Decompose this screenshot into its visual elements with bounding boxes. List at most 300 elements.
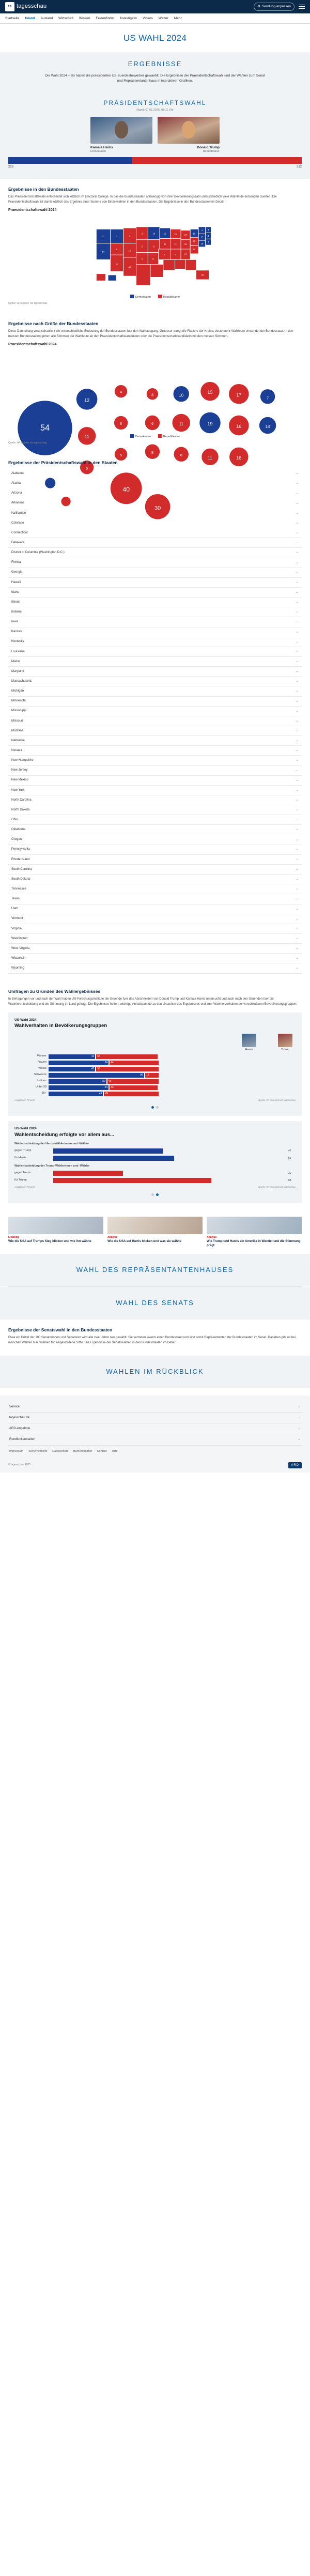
state-name: Missouri: [11, 719, 23, 723]
nav-item-0[interactable]: Startseite: [5, 17, 20, 20]
state-name: Oregon: [11, 838, 22, 841]
state-name: Virginia: [11, 927, 22, 930]
footer-section-0[interactable]: Service ⌄: [8, 1402, 302, 1413]
logo-text: tagesschau: [17, 3, 47, 10]
nav-item-4[interactable]: Wissen: [79, 17, 90, 20]
state-name: Texas: [11, 897, 20, 901]
candidate-row: [8, 117, 302, 154]
chevron-down-icon: ⌄: [296, 481, 299, 485]
state-name: South Carolina: [11, 867, 32, 871]
teaser-0[interactable]: [8, 1217, 103, 1248]
state-name: North Carolina: [11, 798, 32, 802]
svg-text:6: 6: [151, 421, 153, 426]
svg-text:3: 3: [141, 232, 143, 235]
state-row[interactable]: [8, 667, 302, 677]
results-intro: [0, 52, 310, 94]
nav-item-2[interactable]: Ausland: [40, 17, 53, 20]
svg-text:6: 6: [141, 257, 143, 260]
chart-dot-2[interactable]: [156, 1106, 159, 1109]
candidate-trump: [158, 117, 220, 154]
settings-pill[interactable]: [254, 3, 295, 10]
states-accordion: [8, 468, 302, 973]
state-row[interactable]: [8, 795, 302, 805]
teaser-1-thumb: [107, 1217, 203, 1234]
copyright: © tagesschau 2025: [8, 1463, 31, 1467]
state-name: South Dakota: [11, 877, 30, 881]
chart2-value: 52: [288, 1156, 291, 1160]
footer-links: [8, 1446, 302, 1458]
page-title: US WAHL 2024: [123, 33, 187, 43]
state-name: Arizona: [11, 492, 22, 495]
svg-text:4: 4: [116, 235, 118, 238]
state-row[interactable]: [8, 726, 302, 736]
chevron-down-icon: ⌄: [296, 541, 299, 545]
chart2-row: [14, 1156, 296, 1161]
president-heading: PRÄSIDENTSCHAFTSWAHL: [103, 99, 207, 106]
state-name: Kentucky: [11, 640, 24, 643]
state-name: Hawaii: [11, 580, 21, 584]
nav-item-9[interactable]: Mehr: [174, 17, 182, 20]
chevron-down-icon: ⌄: [296, 857, 299, 861]
chevron-down-icon: ⌄: [296, 867, 299, 871]
chevron-down-icon: ⌄: [296, 916, 299, 921]
state-row[interactable]: [8, 855, 302, 865]
chevron-down-icon: ⌄: [296, 748, 299, 753]
chevron-down-icon: ⌄: [296, 926, 299, 930]
chart1-legend-trump: Trump: [275, 1034, 296, 1052]
nav-item-5[interactable]: Faktenfinder: [96, 17, 115, 20]
chevron-down-icon: ⌄: [296, 709, 299, 713]
chart1-bar-trump: 44: [110, 1061, 159, 1065]
state-name: Mississippi: [11, 709, 27, 713]
footer-link[interactable]: Impressum: [9, 1449, 24, 1453]
us-map-svg: [8, 215, 302, 293]
state-row[interactable]: [8, 746, 302, 756]
svg-text:11: 11: [84, 434, 89, 439]
legend-rep: Republikaner: [158, 295, 180, 300]
state-name: Wyoming: [11, 967, 24, 970]
state-name: District of Columbia (Washington D.C.): [11, 551, 65, 555]
chevron-down-icon: ⌄: [296, 679, 299, 683]
state-row[interactable]: [8, 548, 302, 558]
chart1-row: [14, 1054, 296, 1059]
state-row[interactable]: [8, 538, 302, 548]
polls-heading: Umfragen zu Gründen des Wahlergebnisses: [8, 988, 101, 994]
states-heading: Ergebnisse der Präsidentschaftswahl in den Staaten: [8, 460, 118, 466]
chevron-down-icon: ⌄: [296, 788, 299, 792]
svg-text:16: 16: [236, 423, 242, 429]
chart1-bar-harris: 86: [49, 1073, 144, 1078]
chart1-kicker: US-Wahl 2024: [14, 1018, 37, 1022]
state-row[interactable]: [8, 786, 302, 795]
svg-text:10: 10: [128, 249, 131, 252]
state-row[interactable]: [8, 954, 302, 963]
state-row[interactable]: [8, 756, 302, 765]
bubble-legend-dem: Demokraten: [130, 434, 151, 439]
us-map[interactable]: [8, 215, 302, 293]
senate-states-heading: Ergebnisse der Senatswahl in den Bundesstaaten: [8, 1327, 113, 1333]
state-row[interactable]: [8, 845, 302, 855]
chevron-down-icon: ⌄: [296, 966, 299, 970]
svg-text:6: 6: [120, 421, 122, 426]
state-row[interactable]: [8, 815, 302, 825]
chart1-bar-harris: 42: [49, 1067, 95, 1071]
chart2-row-label: für Harris: [14, 1156, 26, 1160]
chevron-down-icon: ⌄: [296, 699, 299, 703]
chart1-title: Wahlverhalten in Bevölkerungsgruppen: [14, 1023, 107, 1029]
chevron-down-icon: ⌄: [296, 946, 299, 950]
chart2-row-label: gegen Harris: [14, 1171, 31, 1175]
teaser-1-kicker: Analyse: [107, 1235, 118, 1239]
chevron-down-icon: ⌄: [296, 649, 299, 653]
state-name: Maine: [11, 660, 20, 663]
chevron-down-icon: ⌄: [296, 877, 299, 881]
bubble-heading: Ergebnisse nach Größe der Bundesstaaten: [8, 320, 99, 326]
state-name: New Hampshire: [11, 759, 34, 762]
svg-text:4: 4: [120, 390, 122, 395]
state-row[interactable]: [8, 914, 302, 924]
chevron-down-icon: ⌄: [296, 768, 299, 772]
teaser-0-title: Wie die USA auf Trumps Sieg blicken und wie ihn wählte: [8, 1240, 91, 1244]
state-row[interactable]: [8, 627, 302, 637]
chevron-down-icon: ⌄: [298, 1404, 301, 1408]
state-name: New York: [11, 788, 25, 792]
svg-text:16: 16: [184, 243, 187, 246]
state-row[interactable]: [8, 825, 302, 835]
teaser-2[interactable]: [207, 1217, 302, 1248]
svg-text:4: 4: [208, 240, 209, 243]
header-actions: [254, 3, 305, 10]
electoral-bar-rep: [132, 157, 302, 164]
chevron-down-icon: ⌄: [296, 739, 299, 743]
svg-text:7: 7: [201, 236, 203, 239]
chart1-bar-harris: 42: [49, 1054, 95, 1059]
chart1-bar-harris: 54: [49, 1085, 109, 1090]
nav-item-3[interactable]: Wirtschaft: [58, 17, 74, 20]
chevron-down-icon: ⌄: [296, 936, 299, 940]
state-row[interactable]: [8, 707, 302, 716]
teaser-2-thumb: [207, 1217, 302, 1234]
senate-states-text: Etwa ein Drittel der 100 Senatorinnen und Senatoren wird alle zwei Jahre neu gewählt. Sie vertreten jeweils einen Bundesstaat und sind somit Repräsentanten der Bundesstaaten im Senat. Daneben gibt es bei manchen Wahlen Nachwahlen für freigewordene Sitze. Die Ergebnisse der Senatswahlen in den Bundesstaaten im Detail:: [8, 1336, 296, 1345]
state-row[interactable]: [8, 637, 302, 647]
chart-dot-1[interactable]: [151, 1106, 154, 1109]
bubble-text: Diese Darstellung veranschaulicht die unterschiedliche Bedeutung der Bundesstaaten fuer den Wahlausgang. Groesser traegt die Flaeche der Kreise, desto mehr Wahlleute entsendet der Bundesstaat. In den meisten Bundesstaaten gehen alle Stimmen der Wahlleute an den Praesidentschaftskandidaten oder die Praesidentschaftskandidatin mit den meisten Stimmen.: [8, 329, 293, 338]
chevron-down-icon: ⌄: [296, 610, 299, 614]
svg-text:3: 3: [208, 228, 209, 232]
map-legend: [8, 295, 302, 300]
trump-thumb: [278, 1034, 292, 1047]
chevron-down-icon: ⌄: [296, 907, 299, 911]
candidate-trump-name: Donald Trump: [197, 146, 220, 150]
nav-item-6[interactable]: Investigativ: [120, 17, 137, 20]
nav-item-1[interactable]: Inland: [25, 17, 35, 20]
chart2-group-label: Wahlentscheidung der Harris-Wählerinnen und -Wähler: [14, 1142, 89, 1146]
chart1-bar-trump: 49: [104, 1092, 158, 1096]
state-name: Wisconsin: [11, 956, 26, 960]
footer-section-3[interactable]: Rundfunkanstalten ⌄: [8, 1434, 302, 1445]
chart1-row: [14, 1092, 296, 1096]
president-section: [0, 94, 310, 179]
state-row[interactable]: [8, 657, 302, 667]
state-row[interactable]: [8, 776, 302, 786]
footer-link[interactable]: Barrierefreiheit: [73, 1449, 92, 1453]
state-name: Nevada: [11, 749, 22, 752]
electoral-bar-dem: [8, 157, 132, 164]
chart2-footnote: Angaben in Prozent Quelle: AP VoteCast via tagesschau: [14, 1186, 296, 1189]
state-row[interactable]: [8, 944, 302, 954]
chevron-down-icon: ⌄: [296, 887, 299, 891]
chevron-down-icon: ⌄: [296, 798, 299, 802]
chevron-down-icon: ⌄: [296, 511, 299, 515]
footer-link[interactable]: Sicherheitsinfo: [28, 1449, 48, 1453]
state-row[interactable]: [8, 835, 302, 845]
chevron-down-icon: ⌄: [298, 1416, 301, 1420]
state-row[interactable]: [8, 677, 302, 686]
chart2-title: Wahlentscheidung erfolgte vor allem aus...: [14, 1131, 114, 1138]
gear-icon: ⚙: [257, 5, 260, 9]
chevron-down-icon: ⌄: [296, 590, 299, 594]
results-heading: ERGEBNISSE: [128, 60, 182, 68]
state-name: Florida: [11, 561, 21, 564]
footer-section-1[interactable]: tagesschau.de ⌄: [8, 1413, 302, 1423]
electoral-bar-labels: [8, 165, 302, 170]
electoral-value-dem: 226: [8, 165, 14, 169]
svg-text:16: 16: [193, 248, 196, 251]
chevron-down-icon: ⌄: [296, 620, 299, 624]
chart1-row: [14, 1079, 296, 1084]
svg-text:11: 11: [208, 455, 212, 461]
state-row[interactable]: [8, 716, 302, 726]
settings-label: Sendung anpassen: [261, 5, 291, 9]
chart1-legend-harris: Harris: [239, 1034, 259, 1052]
chart2-dot-1[interactable]: [151, 1193, 154, 1196]
state-row[interactable]: [8, 558, 302, 568]
chart2-row-label: gegen Trump: [14, 1149, 32, 1153]
teaser-0-thumb: [8, 1217, 103, 1234]
chart1-bar-trump: 46: [107, 1079, 159, 1084]
chevron-down-icon: ⌄: [296, 501, 299, 505]
state-row[interactable]: [8, 588, 302, 597]
senate-states-section: [0, 1320, 310, 1356]
chart2-row-label: für Trump: [14, 1178, 27, 1182]
svg-text:14: 14: [265, 424, 270, 429]
chart2-bar: [53, 1156, 174, 1161]
chart1-row: [14, 1073, 296, 1078]
chart2-row: [14, 1171, 296, 1176]
state-row[interactable]: [8, 884, 302, 894]
footer-link[interactable]: Kontakt: [97, 1449, 107, 1453]
chevron-down-icon: ⌄: [296, 847, 299, 851]
footer-section-2[interactable]: ARD-Angebote ⌄: [8, 1423, 302, 1434]
svg-text:11: 11: [179, 421, 183, 426]
chart1-row-label: Frauen: [37, 1061, 47, 1064]
state-row[interactable]: [8, 963, 302, 973]
chart2-dot-2[interactable]: [156, 1193, 159, 1196]
svg-text:8: 8: [151, 450, 153, 455]
chart1-bar-harris: 49: [49, 1092, 103, 1096]
state-name: Oklahoma: [11, 828, 26, 832]
state-row[interactable]: [8, 697, 302, 707]
state-row[interactable]: [8, 568, 302, 578]
state-row[interactable]: [8, 766, 302, 776]
ard-logo: ARD: [288, 1462, 302, 1469]
chart1-row-label: Schwarze: [34, 1073, 47, 1077]
chart-card-motivation: [8, 1121, 302, 1203]
state-row[interactable]: [8, 686, 302, 696]
svg-text:17: 17: [184, 234, 187, 237]
state-name: Pennsylvania: [11, 848, 30, 851]
nav-item-7[interactable]: Videos: [143, 17, 153, 20]
chart1-row: [14, 1067, 296, 1071]
chevron-down-icon: ⌄: [296, 808, 299, 812]
svg-text:19: 19: [207, 421, 213, 426]
chart2-row: [14, 1148, 296, 1154]
state-row[interactable]: [8, 894, 302, 904]
chart2-row: [14, 1178, 296, 1183]
state-name: Delaware: [11, 541, 25, 545]
chevron-down-icon: ⌄: [296, 521, 299, 525]
svg-text:8: 8: [164, 253, 165, 256]
chart2-pagination[interactable]: [14, 1193, 296, 1196]
svg-text:8: 8: [180, 453, 182, 457]
footer-bottom: [8, 1458, 302, 1469]
chart1-row: [14, 1085, 296, 1090]
chart2-bar: [53, 1148, 163, 1154]
state-name: Arkansas: [11, 501, 25, 505]
state-name: Maryland: [11, 669, 24, 673]
state-name: Louisiana: [11, 650, 25, 653]
svg-text:14: 14: [200, 242, 204, 246]
state-name: Utah: [11, 907, 18, 911]
state-name: Nebraska: [11, 739, 25, 742]
state-name: Kansas: [11, 630, 22, 634]
svg-text:54: 54: [102, 251, 105, 254]
svg-text:5: 5: [141, 245, 143, 248]
footer-link[interactable]: Hilfe: [112, 1449, 118, 1453]
svg-text:15: 15: [193, 240, 196, 243]
chevron-down-icon: ⌄: [296, 600, 299, 604]
svg-text:11: 11: [163, 243, 166, 246]
svg-text:15: 15: [174, 233, 177, 236]
state-row[interactable]: [8, 617, 302, 627]
state-name: Indiana: [11, 610, 22, 614]
chart1-row-label: Weiße: [38, 1067, 47, 1070]
map-caption: Praesidentschaftswahl 2024: [8, 208, 57, 212]
retrospective-heading: WAHLEN IM RÜCKBLICK: [0, 1356, 310, 1388]
site-footer: [0, 1396, 310, 1473]
chart1-bar-trump: 56: [96, 1067, 158, 1071]
chevron-down-icon: ⌄: [296, 818, 299, 822]
burger-menu-icon[interactable]: [299, 5, 305, 9]
state-name: Iowa: [11, 620, 18, 624]
chart1-bar-trump: 43: [110, 1085, 157, 1090]
state-row[interactable]: [8, 736, 302, 746]
chevron-down-icon: ⌄: [296, 560, 299, 564]
state-name: Connecticut: [11, 531, 28, 534]
chevron-down-icon: ⌄: [296, 827, 299, 832]
teaser-row: [0, 1210, 310, 1254]
state-row[interactable]: [8, 904, 302, 914]
chevron-down-icon: ⌄: [296, 660, 299, 664]
map-heading: Ergebnisse in den Bundesstaaten: [8, 187, 79, 192]
state-name: Colorado: [11, 521, 24, 525]
state-row[interactable]: [8, 578, 302, 588]
state-row[interactable]: [8, 647, 302, 657]
chevron-down-icon: ⌄: [296, 718, 299, 723]
chevron-down-icon: ⌄: [296, 531, 299, 535]
chart-pagination[interactable]: [14, 1106, 296, 1109]
state-row[interactable]: [8, 607, 302, 617]
teaser-2-title: Wie Trump und Harris ein Amerika in Wandel und die Stimmung prägt: [207, 1240, 301, 1248]
teaser-0-kicker: Liveblog: [8, 1235, 19, 1239]
chart1-row-label: Unter 30: [35, 1085, 47, 1089]
chevron-down-icon: ⌄: [296, 956, 299, 960]
candidate-trump-party: Republikaner: [203, 150, 220, 154]
polls-text: In Befragungen vor und nach der Wahl haben US-Forschungsinstitute die Gruende fuer das Abschneiden von Donald Trump und Kamala Harris untersucht und auch nach den Gruenden fuer die Waehlerentscheidung und die Stimmung im Land gefragt. Die Ergebnisse helfen, wichtige Anhaltspunkte zu den Ursachen des Ergebnisses und zum Waehlerverhalten bei verschiedenen Bevoelkerungsgruppen.: [8, 997, 298, 1006]
chart1-row-label: Männer: [37, 1054, 47, 1058]
electoral-bar: [8, 157, 302, 164]
chevron-down-icon: ⌄: [298, 1437, 301, 1442]
senate-section-heading: WAHL DES SENATS: [0, 1287, 310, 1320]
state-name: Tennessee: [11, 887, 27, 891]
state-row[interactable]: [8, 934, 302, 944]
teaser-1-title: Wie die USA auf Harris blicken und was sie wählte: [107, 1240, 182, 1244]
candidate-harris: [90, 117, 152, 154]
legend-dem: Demokraten: [130, 295, 151, 300]
state-name: Montana: [11, 729, 24, 732]
logo[interactable]: [5, 2, 47, 11]
map-text: Das Praesidentschaftswahl entscheidet sich letztlich im Electoral College. In das die Bundesstaaten abhaengig von ihrer Bevoelkerungszahl unterschiedlich viele Wahlleute entsenden duerfen. Die Praesidentschaftswahl ist damit letztlich das Ergebnis einer Summe von Einzelwahlen in den Bundesstaaten. Die Ergebnisse in den Bundesstaaten im Detail:: [8, 195, 277, 204]
state-row[interactable]: [8, 597, 302, 607]
bubble-caption: Praesidentschaftswahl 2024: [8, 342, 57, 346]
nav-item-8[interactable]: Wetter: [158, 17, 168, 20]
svg-text:16: 16: [236, 455, 242, 461]
state-name: North Dakota: [11, 808, 30, 811]
state-name: Washington: [11, 937, 28, 940]
svg-text:11: 11: [174, 243, 177, 246]
svg-text:6: 6: [153, 245, 154, 248]
state-name: Idaho: [11, 590, 20, 594]
bubble-legend-rep: Republikaner: [158, 434, 180, 439]
teaser-1[interactable]: [107, 1217, 203, 1248]
chart1-legend: [14, 1034, 296, 1052]
svg-text:4: 4: [129, 235, 131, 238]
state-row[interactable]: [8, 924, 302, 934]
results-text: Die Wahl 2024 – So haben die praesidenten US-Buerdesbewerber gewaehlt: Die Ergebnisse der Praesidentschaftswahl und der Wahlen zum Senat und Repraesentantenhaus in interaktiven Grafiken.: [45, 73, 265, 83]
chevron-down-icon: ⌄: [296, 729, 299, 732]
state-name: Alaska: [11, 482, 21, 485]
state-row[interactable]: [8, 805, 302, 815]
footer-link[interactable]: Datenschutz: [52, 1449, 68, 1453]
bubble-source: Quelle: AP/Edison via tagesschau: [8, 441, 48, 444]
svg-text:12: 12: [84, 397, 90, 403]
map-section: [0, 179, 310, 313]
svg-text:54: 54: [40, 423, 50, 433]
chevron-down-icon: ⌄: [296, 630, 299, 634]
state-name: Ohio: [11, 818, 18, 821]
state-row[interactable]: [8, 875, 302, 884]
chevron-down-icon: ⌄: [298, 1427, 301, 1431]
svg-text:40: 40: [128, 266, 131, 269]
chart2-bar: [53, 1171, 123, 1176]
chart2-value: 68: [288, 1178, 291, 1182]
svg-text:3: 3: [208, 235, 209, 238]
site-header: [0, 0, 310, 13]
state-row[interactable]: [8, 865, 302, 875]
chevron-down-icon: ⌄: [296, 837, 299, 841]
state-name: Michigan: [11, 689, 24, 693]
svg-text:4: 4: [201, 229, 203, 232]
